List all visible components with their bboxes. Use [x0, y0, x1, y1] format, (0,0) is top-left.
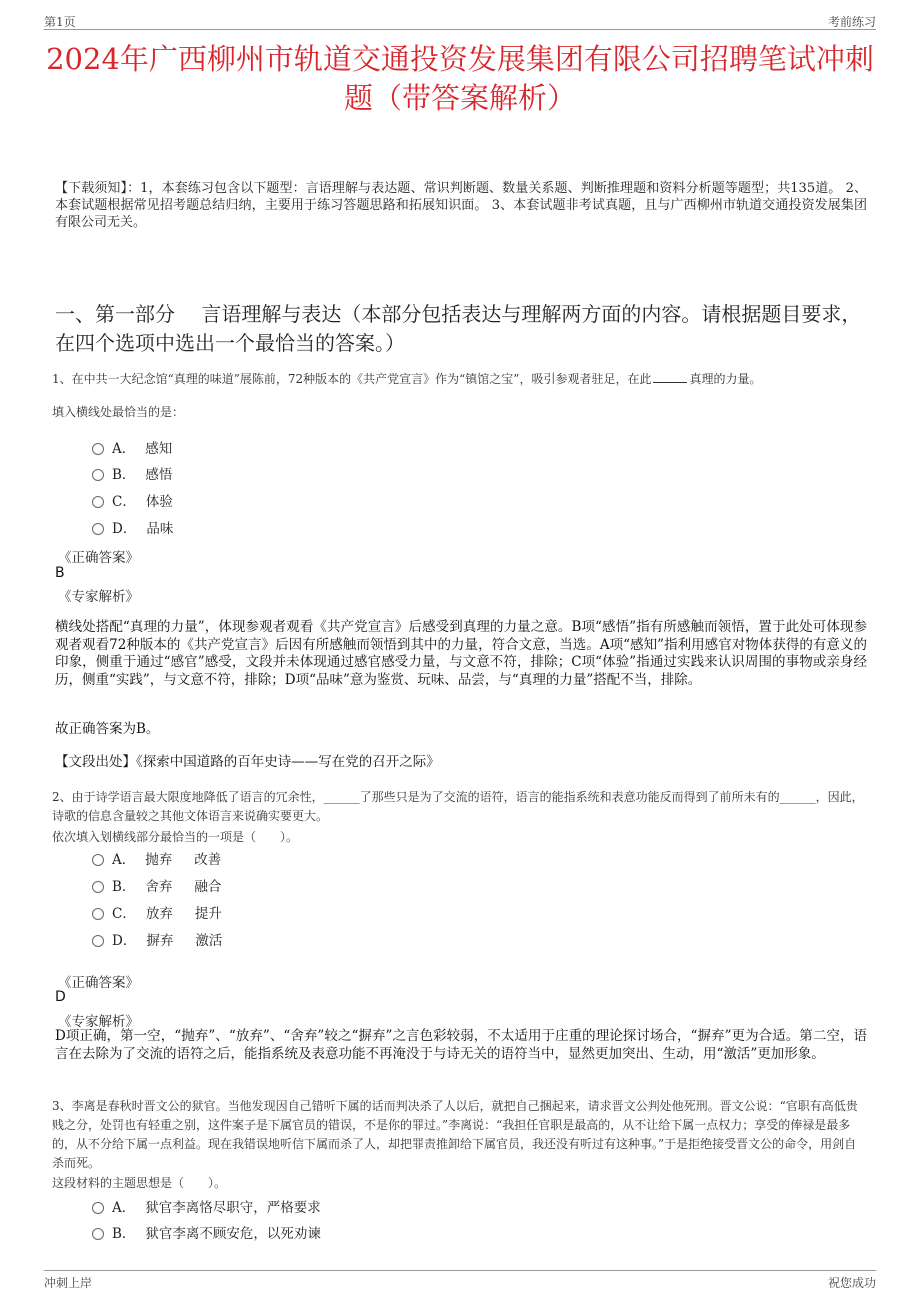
radio-icon[interactable]	[92, 523, 104, 535]
source-citation: 【文段出处】《探索中国道路的百年史诗——写在党的召开之际》	[55, 754, 440, 770]
question-2-prompt: 依次填入划横线部分最恰当的一项是（ ）。	[52, 830, 299, 844]
radio-icon[interactable]	[92, 1202, 104, 1214]
expert-analysis-text: 横线处搭配“真理的力量”，体现参观者观看《共产党宣言》后感受到真理的力量之意。B项“感悟”指有所感触而领悟，置于此处可体现参观者观看72种版本的《共产党宣言》后因有所感触而领悟到其中的力量，符合文意，当选。A项“感知”指利用感官对物体获得的有意义的印象，侧重于通过“感官”感受，文段并未体现通过感官感受力量，与文意不符，排除；C项“体验”指通过实践来认识周围的事物或亲身经历，侧重“实践”，与文意不符，排除；D项“品味”意为鉴赏、玩味、品尝，与“真理的力量”搭配不当，排除。	[55, 619, 867, 688]
question-1-prompt: 填入横线处最恰当的是：	[52, 405, 185, 419]
download-notice: 【下载须知】：1，本套练习包含以下题型：言语理解与表达题、常识判断题、数量关系题、判断推理题和资料分析题等题型；共135道。 2、本套试题根据常见招考题总结归纳，主要用于练习答题思路和拓展知识面。 3、本套试题非考试真题，且与广西柳州市轨道交通投资发展集团有限公司无关。	[55, 181, 867, 230]
correct-answer-label: 《正确答案》	[58, 975, 139, 991]
q1-option-b[interactable]: B． 感悟	[92, 463, 172, 483]
q2-option-c[interactable]: C． 放弃 提升	[92, 902, 222, 922]
q1-option-a[interactable]: A． 感知	[92, 437, 172, 457]
footer-left: 冲刺上岸	[44, 1276, 93, 1290]
radio-icon[interactable]	[92, 935, 104, 947]
section-heading: 一、第一部分 言语理解与表达（本部分包括表达与理解两方面的内容。请根据题目要求，在四个选项中选出一个最恰当的答案。）	[55, 302, 862, 355]
fill-blank	[653, 373, 687, 383]
q3-option-a[interactable]: A． 狱官李离恪尽职守，严格要求	[92, 1196, 321, 1216]
page-footer	[44, 1270, 876, 1292]
expert-analysis-label: 《专家解析》	[58, 1014, 139, 1030]
radio-icon[interactable]	[92, 854, 104, 866]
footer-right: 祝您成功	[827, 1276, 876, 1290]
question-1-stem: 1、在中共一大纪念馆“真理的味道”展陈前，72种版本的《共产党宣言》作为“镇馆之宝”，吸引参观者驻足，在此 真理的力量。	[52, 372, 762, 386]
q2-option-a[interactable]: A． 抛弃 改善	[92, 848, 221, 868]
correct-answer-value: B	[55, 565, 65, 581]
correct-answer-value: D	[55, 989, 66, 1005]
q1-option-d[interactable]: D． 品味	[92, 517, 173, 537]
page-header	[44, 8, 876, 30]
radio-icon[interactable]	[92, 443, 104, 455]
expert-analysis-label: 《专家解析》	[58, 589, 139, 605]
question-2-stem: 2、由于诗学语言最大限度地降低了语言的冗余性，______了那些只是为了交流的语符，语言的能指系统和表意功能反而得到了前所未有的______，因此，诗歌的信息含量较之其他文体语言来说确实要更大。	[52, 790, 864, 823]
header-tag: 考前练习	[827, 15, 876, 29]
radio-icon[interactable]	[92, 908, 104, 920]
q3-option-b[interactable]: B． 狱官李离不顾安危，以死劝谏	[92, 1222, 321, 1242]
conclusion-text: 故正确答案为B。	[55, 721, 160, 737]
expert-analysis-text: D项正确，第一空，“抛弃”、“放弃”、“舍弃”较之“摒弃”之言色彩较弱，不太适用于庄重的理论探讨场合，“摒弃”更为合适。第二空，语言在去除为了交流的语符之后，能指系统及表意功能不再淹没于与诗无关的语符当中，显然更加突出、生动，用“激活”更加形象。	[55, 1028, 867, 1062]
radio-icon[interactable]	[92, 496, 104, 508]
document-title: 2024年广西柳州市轨道交通投资发展集团有限公司招聘笔试冲刺题（带答案解析）	[46, 42, 874, 115]
q2-option-b[interactable]: B． 舍弃 融合	[92, 875, 221, 895]
q2-option-d[interactable]: D． 摒弃 激活	[92, 929, 222, 949]
question-3-stem: 3、李离是春秋时晋文公的狱官。当他发现因自己错听下属的话而判决杀了人以后，就把自己捆起来，请求晋文公判处他死刑。晋文公说：“官职有高低贵贱之分，处罚也有轻重之别，这件案子是下属官员的错误，不是你的罪过。”李离说：“我担任官职是最高的，从不让给下属一点权力；享受的俸禄是最多的，从不分给下属一点利益。现在我错误地听信下属而杀了人，却把罪责推卸给下属官员，我还没有听过有这种事。”于是拒绝接受晋文公的命令，用剑自杀而死。	[52, 1099, 858, 1170]
question-3-prompt: 这段材料的主题思想是（ ）。	[52, 1176, 227, 1190]
radio-icon[interactable]	[92, 881, 104, 893]
q1-option-c[interactable]: C． 体验	[92, 490, 173, 510]
correct-answer-label: 《正确答案》	[58, 550, 139, 566]
radio-icon[interactable]	[92, 1228, 104, 1240]
radio-icon[interactable]	[92, 469, 104, 481]
page-number: 第1页	[44, 15, 76, 29]
